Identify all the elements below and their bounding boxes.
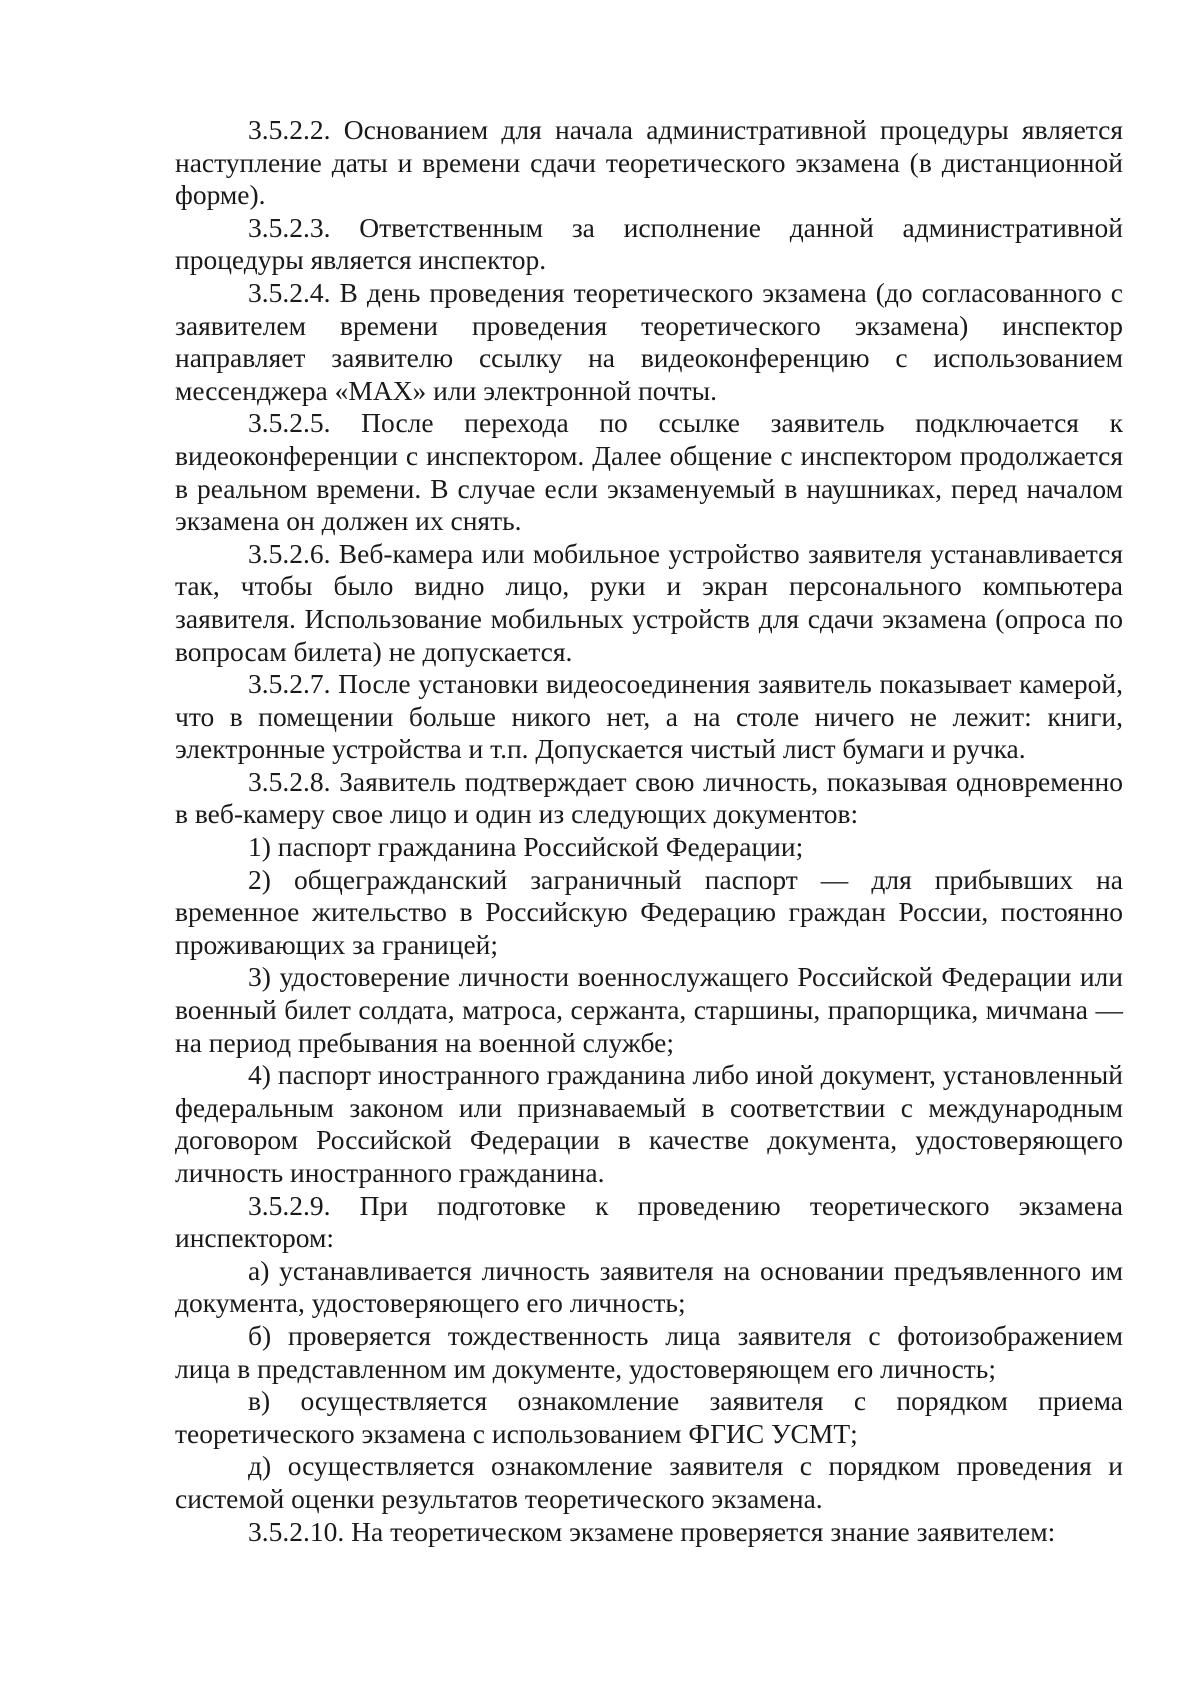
list-item-b: б) проверяется тождественность лица заявителя с фотоизображением лица в представленном им документе, удостоверяющем его личность; bbox=[175, 1319, 1123, 1384]
paragraph-3-5-2-3: 3.5.2.3. Ответственным за исполнение данной административной процедуры является инспектор. bbox=[175, 211, 1123, 276]
paragraph-3-5-2-2: 3.5.2.2. Основанием для начала административной процедуры является наступление даты и времени сдачи теоретического экзамена (в дистанционной форме). bbox=[175, 114, 1123, 211]
list-item-3: 3) удостоверение личности военнослужащего Российской Федерации или военный билет солдата, матроса, сержанта, старшины, прапорщика, мичмана — на период пребывания на военной службе; bbox=[175, 961, 1123, 1058]
paragraph-3-5-2-8: 3.5.2.8. Заявитель подтверждает свою личность, показывая одновременно в веб-камеру свое лицо и один из следующих документов: bbox=[175, 765, 1123, 830]
paragraph-3-5-2-7: 3.5.2.7. После установки видеосоединения заявитель показывает камерой, что в помещении больше никого нет, а на столе ничего не лежит: книги, электронные устройства и т.п. Допускается чистый лист бумаги и ручка. bbox=[175, 668, 1123, 765]
list-item-d: д) осуществляется ознакомление заявителя с порядком проведения и системой оценки результатов теоретического экзамена. bbox=[175, 1450, 1123, 1514]
document-body bbox=[175, 114, 1123, 1548]
paragraph-3-5-2-10: 3.5.2.10. На теоретическом экзамене проверяется знание заявителем: bbox=[248, 1515, 1056, 1547]
list-item-4: 4) паспорт иностранного гражданина либо иной документ, установленный федеральным законом или признаваемый в соответствии с международным договором Российской Федерации в качестве документа, удостоверяющего личность иностранного гражданина. bbox=[175, 1059, 1123, 1188]
paragraph-3-5-2-5: 3.5.2.5. После перехода по ссылке заявитель подключается к видеоконференции с инспектором. Далее общение с инспектором продолжается в реальном времени. В случае если экзаменуемый в наушниках, перед началом экзамена он должен их снять. bbox=[175, 407, 1123, 537]
list-item-v: в) осуществляется ознакомление заявителя с порядком приема теоретического экзамена с использованием ФГИС УСМТ; bbox=[175, 1385, 1123, 1449]
list-item-2: 2) общегражданский заграничный паспорт — для прибывших на временное жительство в Российскую Федерацию граждан России, постоянно проживающих за границей; bbox=[175, 863, 1123, 960]
list-item-1: 1) паспорт гражданина Российской Федерации; bbox=[248, 831, 804, 863]
list-item-a: а) устанавливается личность заявителя на основании предъявленного им документа, удостоверяющего его личность; bbox=[175, 1254, 1123, 1319]
paragraph-3-5-2-4: 3.5.2.4. В день проведения теоретического экзамена (до согласованного с заявителем времени проведения теоретического экзамена) инспектор направляет заявителю ссылку на видеоконференцию с использованием мессенджера «MAX» или электронной почты. bbox=[175, 276, 1123, 406]
paragraph-3-5-2-6: 3.5.2.6. Веб-камера или мобильное устройство заявителя устанавливается так, чтобы было видно лицо, руки и экран персонального компьютера заявителя. Использование мобильных устройств для сдачи экзамена (опроса по вопросам билета) не допускается. bbox=[175, 537, 1123, 667]
paragraph-3-5-2-9: 3.5.2.9. При подготовке к проведению теоретического экзамена инспектором: bbox=[175, 1189, 1123, 1254]
